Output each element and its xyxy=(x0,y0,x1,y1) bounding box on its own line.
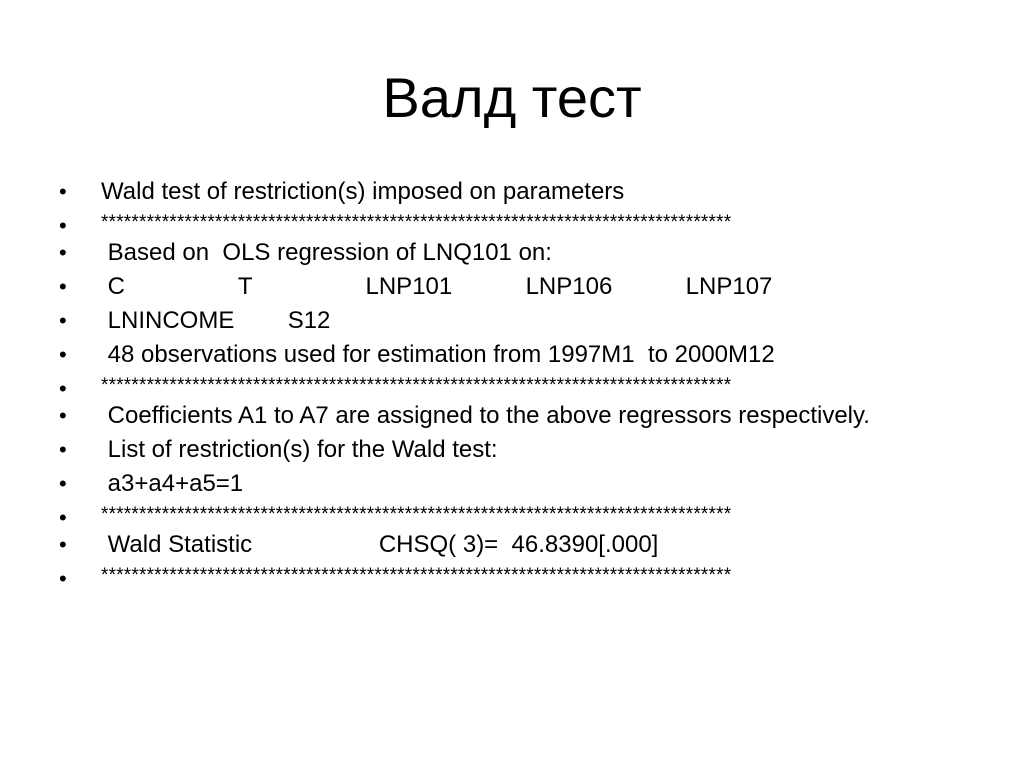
slide-title: Валд тест xyxy=(382,66,642,129)
bullet-item-separator xyxy=(55,565,975,591)
bullet-item-regressors xyxy=(55,273,975,301)
bullet-icon: • xyxy=(59,308,67,333)
bullet-icon: • xyxy=(59,342,67,367)
bullet-icon: • xyxy=(59,213,67,238)
bullet-text: Wald Statistic CHSQ( 3)= 46.8390[.000] xyxy=(101,531,659,558)
bullet-item-regression-basis xyxy=(55,239,975,267)
bullet-item-restrictions-header xyxy=(55,436,975,464)
bullet-icon: • xyxy=(59,403,67,428)
bullet-text: Coefficients A1 to A7 are assigned to the above regressors respectively. xyxy=(101,402,870,429)
bullet-icon: • xyxy=(59,471,67,496)
bullet-text: List of restriction(s) for the Wald test: xyxy=(101,436,498,463)
bullet-text: C T LNP101 LNP106 LNP107 xyxy=(101,273,773,300)
bullet-text: Based on OLS regression of LNQ101 on: xyxy=(101,239,552,266)
bullet-text: a3+a4+a5=1 xyxy=(101,470,244,497)
bullet-icon: • xyxy=(59,376,67,401)
separator-stars: *********************************************************************************** xyxy=(101,375,732,396)
bullet-text: 48 observations used for estimation from 1997M1 to 2000M12 xyxy=(101,341,775,368)
bullet-item-restriction-equation xyxy=(55,470,975,498)
bullet-icon: • xyxy=(59,179,67,204)
bullet-item-observations xyxy=(55,341,975,369)
bullet-list xyxy=(55,178,975,592)
bullet-item-wald-test-header xyxy=(55,178,975,206)
bullet-text: Wald test of restriction(s) imposed on parameters xyxy=(101,178,625,205)
bullet-icon: • xyxy=(59,566,67,591)
bullet-icon: • xyxy=(59,505,67,530)
bullet-item-regressors-continued xyxy=(55,307,975,335)
bullet-item-separator xyxy=(55,504,975,530)
separator-stars: *********************************************************************************** xyxy=(101,565,732,586)
separator-stars: *********************************************************************************** xyxy=(101,212,732,233)
bullet-item-separator xyxy=(55,212,975,238)
bullet-icon: • xyxy=(59,240,67,265)
bullet-icon: • xyxy=(59,532,67,557)
bullet-text: LNINCOME S12 xyxy=(101,307,331,334)
bullet-icon: • xyxy=(59,274,67,299)
bullet-item-separator xyxy=(55,375,975,401)
bullet-icon: • xyxy=(59,437,67,462)
bullet-item-coefficients xyxy=(55,402,901,430)
separator-stars: *********************************************************************************** xyxy=(101,504,732,525)
bullet-item-wald-statistic xyxy=(55,531,975,559)
